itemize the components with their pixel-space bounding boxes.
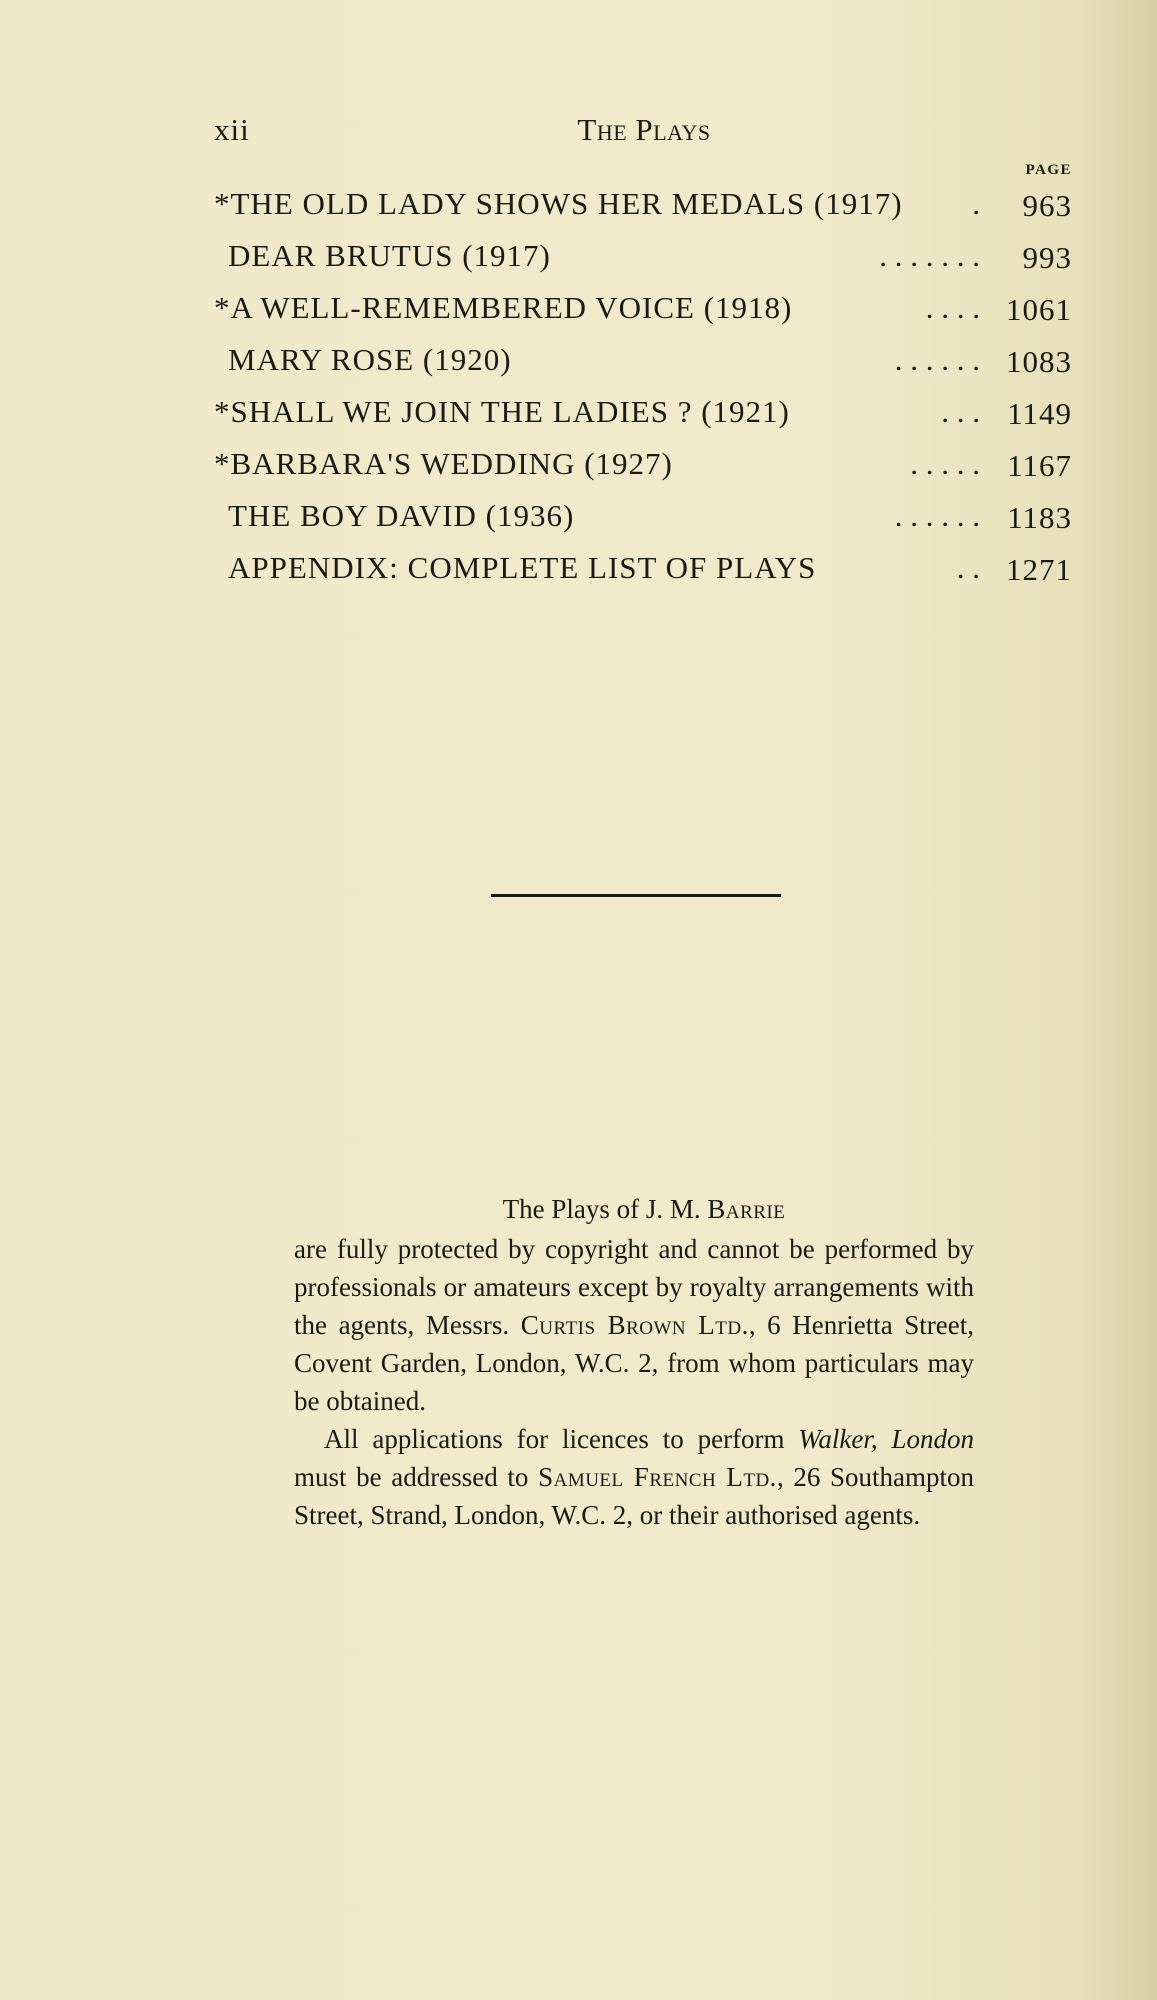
toc-entry-title: THE BOY DAVID (1936) xyxy=(228,498,575,533)
notice-text: must be addressed to xyxy=(294,1462,529,1492)
toc-entry-title: APPENDIX: COMPLETE LIST OF PLAYS xyxy=(228,550,817,585)
notice-heading-prefix: The Plays of J. M. xyxy=(502,1194,701,1224)
toc-entry xyxy=(214,542,1072,594)
toc-entry-page: 963 xyxy=(1022,188,1072,223)
toc-entry xyxy=(214,334,1072,386)
notice-text: All applications for licences to perform xyxy=(324,1424,785,1454)
toc-leader-dots: . . . . . . xyxy=(894,498,980,533)
toc-entry xyxy=(214,386,1072,438)
toc-entry xyxy=(214,438,1072,490)
toc-entry-title: *THE OLD LADY SHOWS HER MEDALS (1917) xyxy=(214,186,903,221)
toc-entry-title: MARY ROSE (1920) xyxy=(228,342,512,377)
toc-leader-dots: . . . . . xyxy=(910,446,980,481)
notice-text: are fully protected by copyright and cannot be performed by professionals or amateurs except by royalty arrangements with the agents, Messrs. xyxy=(294,1234,974,1340)
notice-paragraph xyxy=(294,1420,974,1534)
toc-entry-title: *BARBARA'S WEDDING (1927) xyxy=(214,446,673,481)
running-title: The Plays xyxy=(577,112,711,147)
toc-entry-page: 1149 xyxy=(1007,396,1072,431)
toc-entry xyxy=(214,490,1072,542)
toc-leader-dots: . . . xyxy=(941,394,980,429)
toc-entry-page: 1167 xyxy=(1007,448,1072,483)
toc-entry xyxy=(214,178,1072,230)
toc-entry-page: 993 xyxy=(1022,240,1072,275)
play-title: Walker, London xyxy=(798,1424,975,1454)
notice-paragraph xyxy=(294,1230,974,1420)
agent-name: Samuel French Ltd. xyxy=(538,1462,777,1492)
page-header xyxy=(214,112,1074,162)
toc-entry xyxy=(214,230,1072,282)
notice-heading xyxy=(294,1190,974,1228)
agent-name: Curtis Brown Ltd. xyxy=(520,1310,749,1340)
toc-entry-title: DEAR BRUTUS (1917) xyxy=(228,238,551,273)
toc-leader-dots: . xyxy=(972,186,980,221)
toc-leader-dots: . . xyxy=(956,550,980,585)
notice-heading-name: Barrie xyxy=(707,1194,786,1224)
page-number: xii xyxy=(214,112,250,147)
toc-entry-title: *SHALL WE JOIN THE LADIES ? (1921) xyxy=(214,394,790,429)
toc-entry xyxy=(214,282,1072,334)
notice-text: , 26 Southampton Street, Strand, London, W.C. 2, or their authorised agents. xyxy=(294,1462,975,1530)
toc-entry-page: 1271 xyxy=(1006,552,1072,587)
toc-entry-page: 1083 xyxy=(1006,344,1072,379)
page-column-label: PAGE xyxy=(1025,162,1072,178)
toc-entry-page: 1183 xyxy=(1007,500,1072,535)
toc-entry-page: 1061 xyxy=(1006,292,1072,327)
table-of-contents xyxy=(214,178,1072,594)
toc-leader-dots: . . . . . . xyxy=(894,342,980,377)
toc-leader-dots: . . . . xyxy=(925,290,980,325)
notice-text: , 6 Henrietta Street, Covent Garden, London, W.C. 2, from whom particulars may be obtained. xyxy=(294,1310,975,1416)
toc-entry-title: *A WELL-REMEMBERED VOICE (1918) xyxy=(214,290,793,325)
toc-leader-dots: . . . . . . . xyxy=(879,238,980,273)
section-divider xyxy=(491,894,781,897)
copyright-notice xyxy=(294,1190,974,1534)
